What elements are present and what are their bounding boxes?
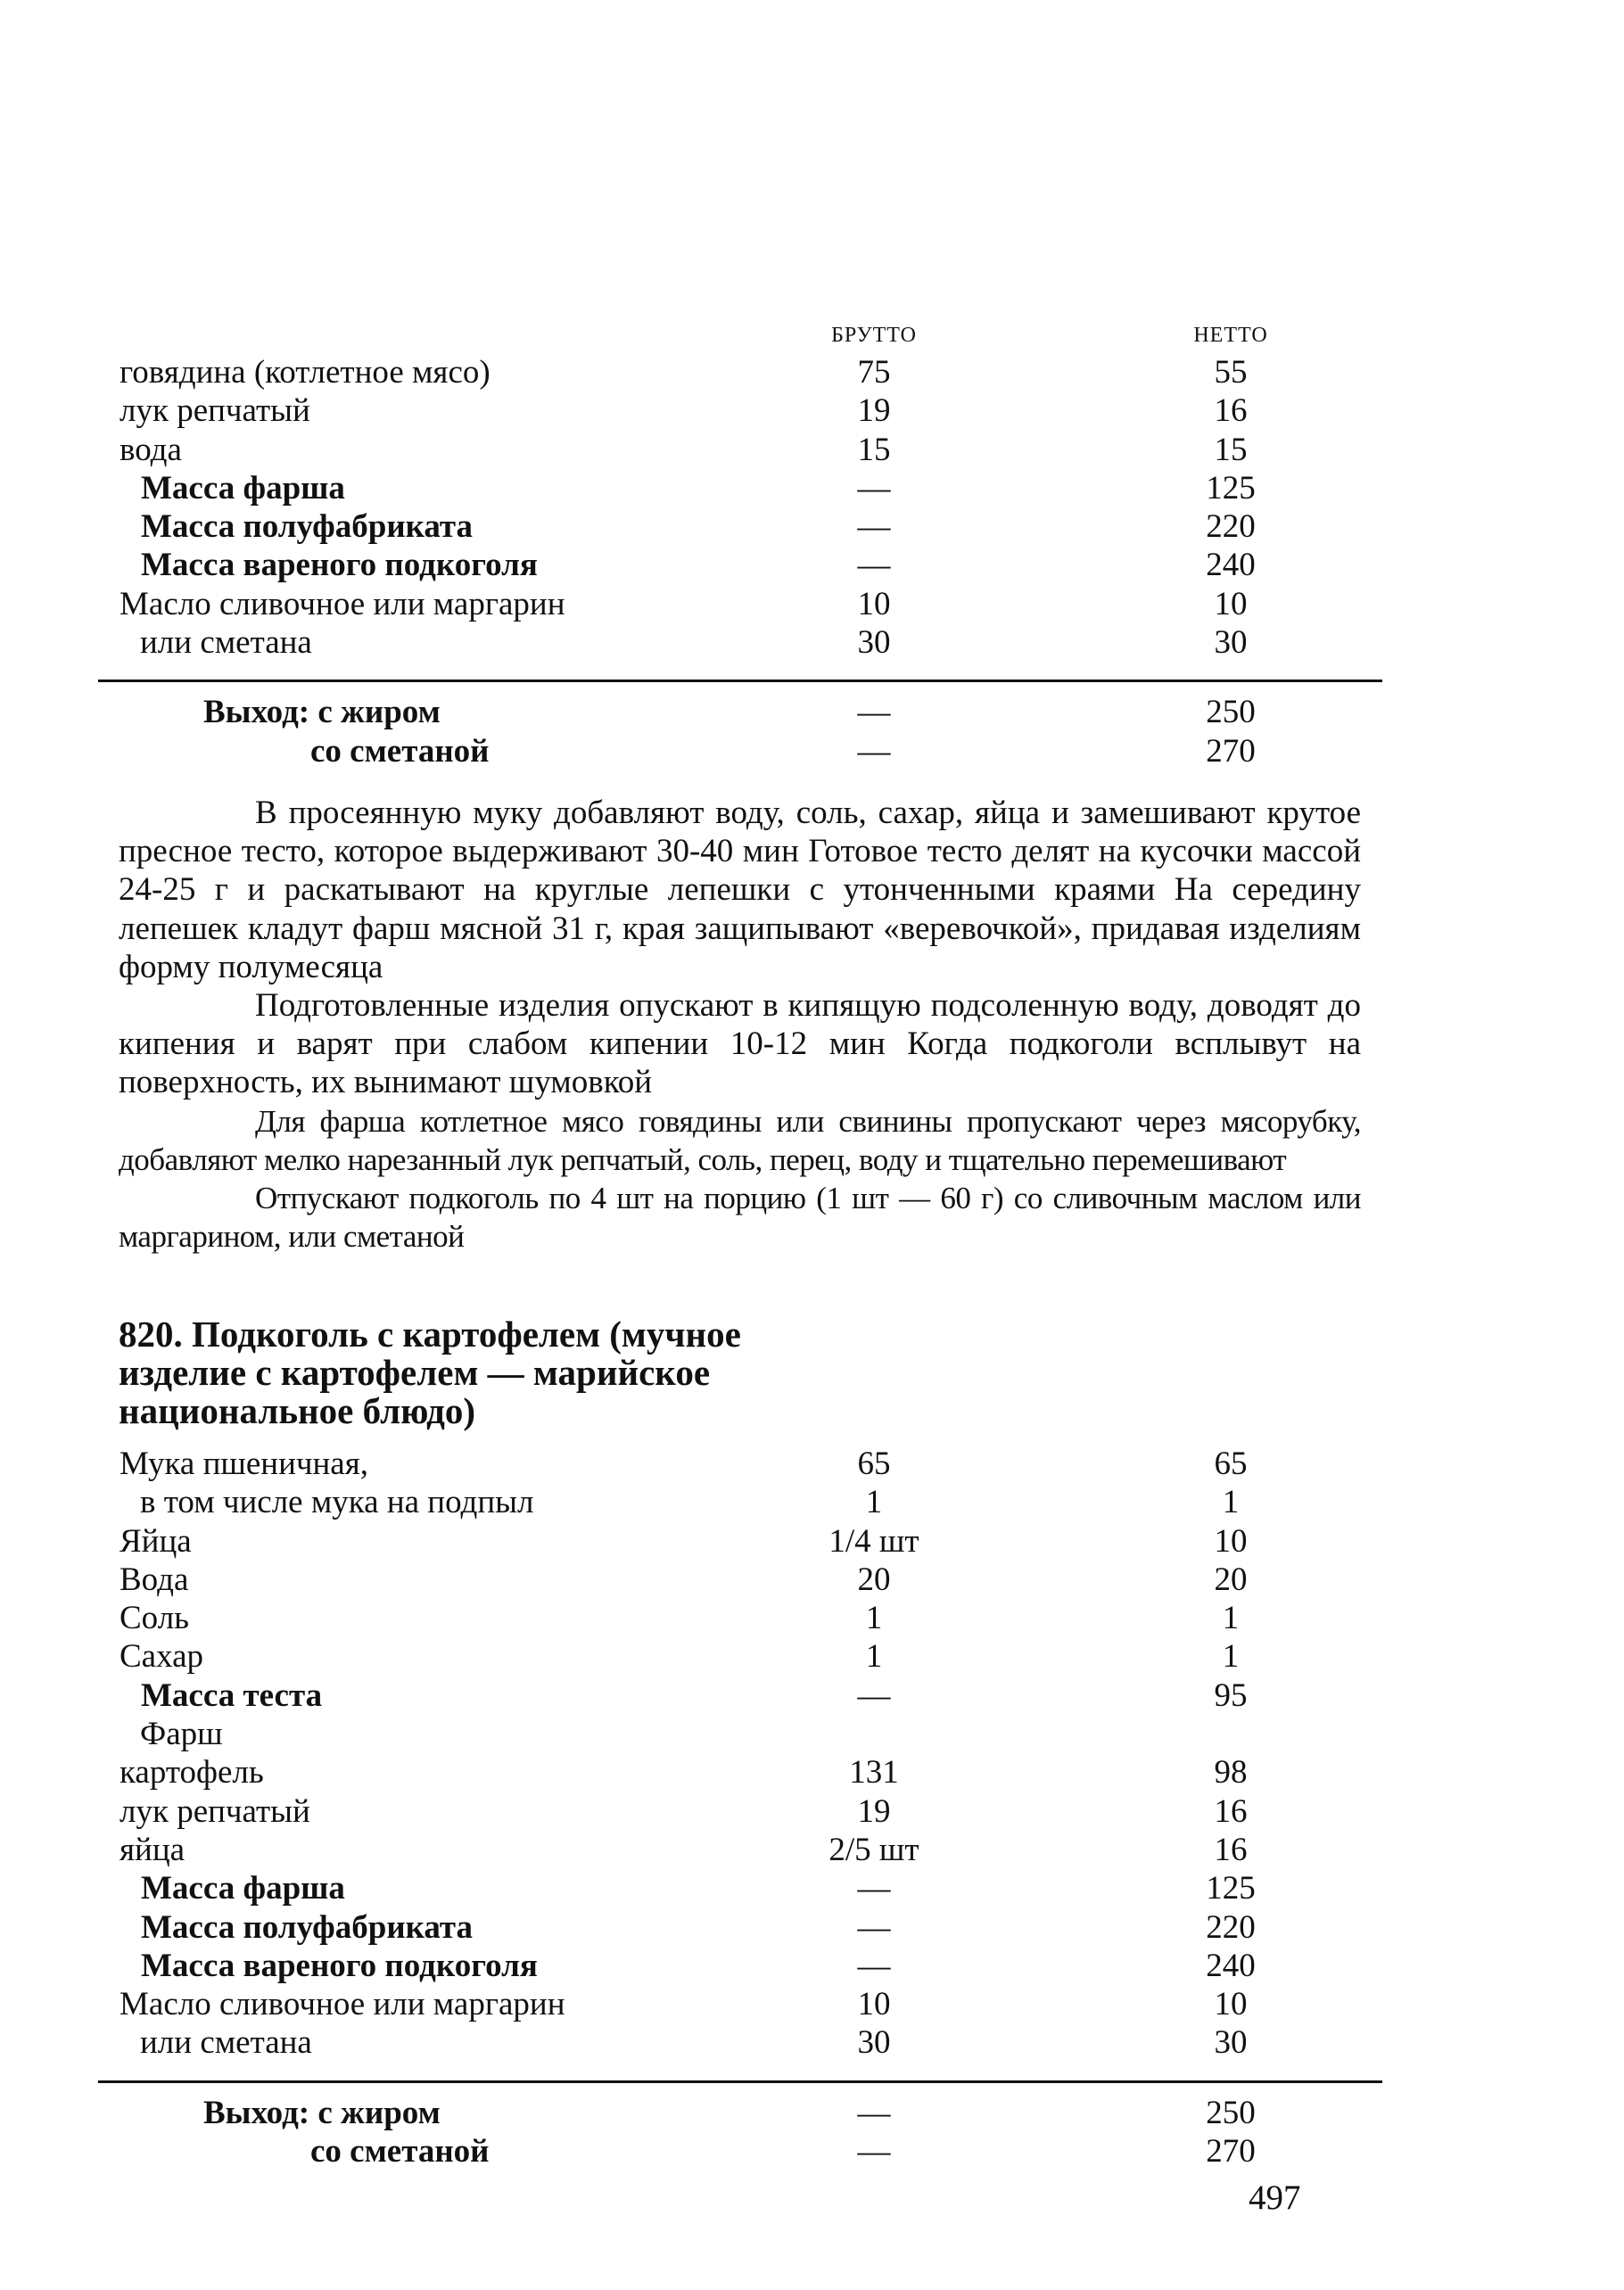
gross-value: — bbox=[857, 1870, 891, 1907]
ingredient-name: Соль bbox=[120, 1600, 190, 1637]
table-row bbox=[98, 1599, 1382, 1637]
table-row bbox=[98, 1792, 1382, 1831]
net-value: 270 bbox=[1206, 2133, 1256, 2171]
table-row bbox=[98, 1947, 1382, 1985]
table-header bbox=[98, 312, 1382, 353]
gross-value: 1/4 шт bbox=[828, 1522, 919, 1560]
table-row bbox=[98, 1522, 1382, 1561]
ingredient-name: Сахар bbox=[120, 1638, 204, 1676]
paragraph: Отпускают подкоголь по 4 шт на порцию (1 шт — 60 г) со сливочным маслом или маргарином, или сметаной bbox=[119, 1181, 1361, 1255]
ingredient-name: или сметана bbox=[140, 624, 312, 662]
recipe-title: 820. Подкоголь с картофелем (мучное изделие с картофелем — марийское национальное блюдо) bbox=[119, 1314, 741, 1431]
ingredient-name: вода bbox=[120, 431, 182, 468]
net-value: 98 bbox=[1214, 1754, 1248, 1792]
net-value: 1 bbox=[1222, 1638, 1240, 1676]
net-value: 250 bbox=[1206, 694, 1256, 731]
recipe-table-1 bbox=[98, 312, 1382, 770]
net-value: 220 bbox=[1206, 1908, 1256, 1946]
gross-value: 15 bbox=[857, 431, 891, 468]
gross-value: 131 bbox=[849, 1754, 899, 1792]
table-row bbox=[98, 1676, 1382, 1715]
gross-value: — bbox=[857, 732, 891, 770]
subtotal-name: Масса полуфабриката bbox=[141, 1908, 474, 1946]
ingredient-name: Масло сливочное или маргарин bbox=[120, 1986, 565, 2023]
ingredient-name: Масло сливочное или маргарин bbox=[120, 585, 565, 622]
net-value: 10 bbox=[1214, 1522, 1248, 1560]
subtotal-name: Масса полуфабриката bbox=[141, 508, 474, 546]
gross-value: — bbox=[857, 1947, 891, 1984]
net-value: 240 bbox=[1206, 1947, 1256, 1984]
gross-value: 65 bbox=[857, 1446, 891, 1482]
gross-value: 20 bbox=[857, 1561, 891, 1598]
gross-value: — bbox=[857, 469, 891, 507]
gross-value: 1 bbox=[865, 1638, 883, 1676]
net-value: 16 bbox=[1214, 1831, 1248, 1868]
subsection-label: Фарш bbox=[140, 1716, 223, 1753]
ingredient-name: говядина (котлетное мясо) bbox=[120, 354, 490, 391]
table-row bbox=[98, 353, 1382, 391]
table-row bbox=[98, 507, 1382, 546]
gross-value: 10 bbox=[857, 1986, 891, 2023]
gross-value: 19 bbox=[857, 1792, 891, 1830]
table-row bbox=[98, 431, 1382, 469]
table-row bbox=[98, 1753, 1382, 1792]
gross-value: 2/5 шт bbox=[828, 1831, 919, 1868]
ingredient-name: или сметана bbox=[140, 2024, 312, 2062]
table-row bbox=[98, 1483, 1382, 1521]
net-value: 10 bbox=[1214, 585, 1248, 622]
ingredient-name: лук репчатый bbox=[120, 392, 310, 430]
table-row bbox=[98, 391, 1382, 430]
subtotal-name: Масса вареного подкоголя bbox=[141, 547, 538, 584]
page-number: 497 bbox=[1249, 2179, 1301, 2217]
net-value: 1 bbox=[1222, 1600, 1240, 1637]
table-row bbox=[98, 1869, 1382, 1907]
table-row bbox=[98, 2023, 1382, 2062]
net-value: 125 bbox=[1206, 469, 1256, 507]
ingredient-name: картофель bbox=[120, 1754, 264, 1792]
ingredient-name: лук репчатый bbox=[120, 1792, 310, 1830]
gross-value: 1 bbox=[865, 1484, 883, 1521]
table-divider bbox=[98, 2080, 1382, 2083]
net-value: 15 bbox=[1214, 431, 1248, 468]
paragraph: Для фарша котлетное мясо говядины или свинины пропускают через мясорубку, добавляют мелко нарезанный лук репчатый, соль, перец, воду и тщательно перемешивают bbox=[119, 1103, 1361, 1177]
yield-label: Выход: с жиром bbox=[203, 2094, 441, 2131]
net-value: 10 bbox=[1214, 1986, 1248, 2023]
gross-value: 75 bbox=[857, 354, 891, 391]
subtotal-name: Масса фарша bbox=[141, 1870, 345, 1907]
table-row bbox=[98, 585, 1382, 623]
table-row bbox=[98, 1985, 1382, 2023]
table-row bbox=[98, 1561, 1382, 1599]
yield-row bbox=[98, 2094, 1382, 2132]
table-row bbox=[98, 1908, 1382, 1947]
paragraph: Подготовленные изделия опускают в кипящую подсоленную воду, доводят до кипения и варят при слабом кипении 10-12 мин Когда подкоголи всплывут на поверхность, их вынимают шумовкой bbox=[119, 987, 1361, 1101]
net-value: 95 bbox=[1214, 1676, 1248, 1714]
gross-value: — bbox=[857, 1676, 891, 1714]
column-header-gross: БРУТТО bbox=[831, 324, 917, 347]
net-value: 20 bbox=[1214, 1561, 1248, 1598]
net-value: 125 bbox=[1206, 1870, 1256, 1907]
net-value: 30 bbox=[1214, 624, 1248, 662]
gross-value: 19 bbox=[857, 392, 891, 430]
table-row bbox=[98, 1637, 1382, 1676]
net-value: 270 bbox=[1206, 732, 1256, 770]
ingredient-name: в том числе мука на подпыл bbox=[140, 1484, 534, 1521]
subtotal-name: Масса вареного подкоголя bbox=[141, 1947, 538, 1984]
net-value: 220 bbox=[1206, 508, 1256, 546]
net-value: 1 bbox=[1222, 1484, 1240, 1521]
table-row bbox=[98, 1715, 1382, 1753]
ingredient-name: Мука пшеничная, bbox=[120, 1446, 368, 1482]
gross-value: — bbox=[857, 694, 891, 731]
table-divider bbox=[98, 680, 1382, 682]
yield-label: со сметаной bbox=[310, 2133, 490, 2171]
net-value: 65 bbox=[1214, 1446, 1248, 1482]
table-row bbox=[98, 546, 1382, 584]
gross-value: 30 bbox=[857, 624, 891, 662]
net-value: 55 bbox=[1214, 354, 1248, 391]
paragraph: В просеянную муку добавляют воду, соль, сахар, яйца и замешивают крутое пресное тесто, которое выдерживают 30-40 мин Готовое тесто делят на кусочки массой 24-25 г и раскатывают на круглые лепешки с утонченными краями На середину лепешек кладут фарш мясной 31 г, края защипывают «веревочкой», придавая изделиям форму полумесяца bbox=[119, 795, 1361, 985]
table-row bbox=[98, 1445, 1382, 1483]
net-value: 30 bbox=[1214, 2024, 1248, 2062]
table-row bbox=[98, 1831, 1382, 1869]
net-value: 16 bbox=[1214, 392, 1248, 430]
table-row bbox=[98, 469, 1382, 507]
gross-value: 10 bbox=[857, 585, 891, 622]
net-value: 250 bbox=[1206, 2094, 1256, 2131]
ingredient-name: Яйца bbox=[120, 1522, 192, 1560]
gross-value: — bbox=[857, 508, 891, 546]
ingredient-name: яйца bbox=[120, 1831, 185, 1868]
net-value: 240 bbox=[1206, 547, 1256, 584]
recipe-table-2 bbox=[98, 1445, 1382, 2171]
net-value: 16 bbox=[1214, 1792, 1248, 1830]
ingredient-name: Вода bbox=[120, 1561, 189, 1598]
recipe-instructions bbox=[119, 794, 1361, 1256]
yield-row bbox=[98, 732, 1382, 770]
gross-value: — bbox=[857, 2094, 891, 2131]
yield-label: Выход: с жиром bbox=[203, 694, 441, 731]
gross-value: — bbox=[857, 547, 891, 584]
gross-value: — bbox=[857, 1908, 891, 1946]
subtotal-name: Масса фарша bbox=[141, 469, 345, 507]
gross-value: 1 bbox=[865, 1600, 883, 1637]
yield-label: со сметаной bbox=[310, 732, 490, 770]
yield-row bbox=[98, 2132, 1382, 2171]
yield-row bbox=[98, 693, 1382, 731]
subtotal-name: Масса теста bbox=[141, 1676, 323, 1714]
gross-value: 30 bbox=[857, 2024, 891, 2062]
table-row bbox=[98, 623, 1382, 662]
column-header-net: НЕТТО bbox=[1193, 324, 1268, 347]
gross-value: — bbox=[857, 2133, 891, 2171]
